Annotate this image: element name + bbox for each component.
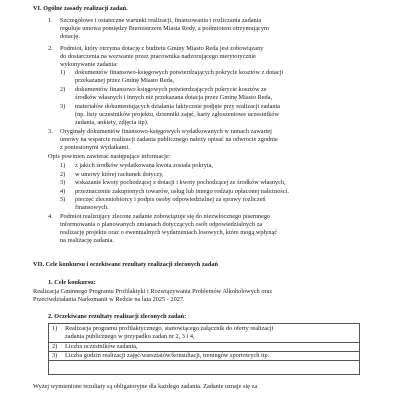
text-line: z poniesionymi wydatkami. xyxy=(60,144,130,152)
subitem-number: 1) xyxy=(60,162,66,169)
subitem-number: 5) xyxy=(60,196,66,203)
item-number: 1. xyxy=(48,17,53,24)
results-heading: 2. Oczekiwane rezultaty realizacji zleconych zadań: xyxy=(48,313,187,320)
text-line: na realizację zadania. xyxy=(60,237,115,245)
text-line: Podmiot realizujący zlecone zadanie zobowiązuje się do niezwłocznego pisemnego xyxy=(60,213,271,220)
subitem-text xyxy=(75,69,367,85)
text-line: środków własnych i innych niż przekazana dotacja przez Gminę Miasto Reda, xyxy=(75,94,273,102)
text-line: reguluje umowa pomiędzy Burmistrzem Miasta Redy, a podmiotem otrzymującym xyxy=(60,25,269,33)
text-line: realizację projektu oraz o ewentualnych wydarzeniach losowych, które mogą wpłynąć xyxy=(60,229,278,237)
text-line: finansowych. xyxy=(75,204,109,212)
item-2-text xyxy=(60,45,367,69)
goals-heading: 1. Cele konkursu: xyxy=(48,279,96,286)
item-number: 3. xyxy=(48,128,53,135)
table-row-number: 3) xyxy=(52,352,58,359)
item-3-text xyxy=(60,128,367,152)
text-line: materiałów dokumentujących działania faktycznie podjęte przy realizacji zadania xyxy=(75,103,281,110)
item-1-text xyxy=(60,17,367,41)
section-7-heading: VII. Cele konkursu i oczekiwane rezultaty realizacji zleconych zadań xyxy=(33,261,218,268)
item-number: 4. xyxy=(48,213,53,220)
subitem-number: 3) xyxy=(60,103,66,110)
item-number: 2. xyxy=(48,45,53,52)
table-row-text: Liczba uczestników zadania, xyxy=(65,343,138,350)
subitem-number: 4) xyxy=(60,188,66,195)
text-line: dokumentów finansowo księgowych potwierdzających pokrycie kosztów ze xyxy=(75,86,267,93)
text-line: umowy na wsparcie realizacji zadania publicznego należy opisać na odwrocie zgodnie xyxy=(60,136,278,144)
text-line: wykonywanie zadania: xyxy=(60,61,118,69)
table-row-text xyxy=(65,325,273,341)
table-row-divider xyxy=(49,360,359,361)
subitem-number: 3) xyxy=(60,179,66,186)
goals-text xyxy=(33,288,373,304)
table-row-number: 1) xyxy=(52,325,58,332)
subitem-text: z jakich środków wydatkowana kwota została pokryta, xyxy=(75,162,213,169)
text-line: zadania, ankiety, zdjęcia itp). xyxy=(75,119,149,127)
subitem-text xyxy=(75,103,367,127)
results-table xyxy=(48,323,360,375)
subitem-text xyxy=(75,86,367,102)
item-4-text xyxy=(60,213,367,245)
subitem-text xyxy=(75,196,367,212)
subitem-number: 2) xyxy=(60,171,66,178)
text-line: do dostarczenia na wezwanie przez pracownika nadzorującego merytorycznie xyxy=(60,53,256,61)
footer-paragraph: Wyżej wymienione rezultaty są obligatoryjne dla każdego zadania. Zadanie uznaje się za xyxy=(33,383,258,390)
item-3-intro: Opis powinien zawierać następujące informacje: xyxy=(48,153,171,160)
text-line: Szczegółowe i ostateczne warunki realizacji, finansowania i rozliczania zadania xyxy=(60,17,262,24)
text-line: Realizacja programu profilaktycznego, stanowiącego załącznik do oferty realizacji xyxy=(65,325,274,332)
text-line: informowania o planowanych zmianach dotyczących osób odpowiedzialnych za xyxy=(60,221,263,229)
text-line: Przeciwdziałania Narkomanii w Redzie na lata 2025 - 2027. xyxy=(33,296,185,304)
text-line: Oryginały dokumentów finansowo-księgowych wydatkowanych w ramach zawartej xyxy=(60,128,272,135)
text-line: Podmiot, który otrzyma dotację z budżetu Gminy Miasto Reda jest zobowiązany xyxy=(60,45,264,52)
text-line: przekazanej przez Gminę Miasto Reda, xyxy=(75,77,175,85)
text-line: pieczęć zleceniobiorcy i podpis osoby odpowiedzialnej za sprawy rozliczeń xyxy=(75,196,266,203)
text-line: dokumentów finansowo-księgowych potwierdzających pokrycie kosztów z dotacji xyxy=(75,69,284,76)
text-line: zadania publicznego w przypadku zadań nr 2, 3 i 4, xyxy=(65,333,195,341)
section-6-heading: VI. Ogólne zasady realizacji zadań. xyxy=(33,5,128,12)
text-line: Realizacja Gminnego Programu Profilaktyki i Rozwiązywania Problemów Alkoholowych oraz xyxy=(33,288,273,295)
subitem-number: 2) xyxy=(60,86,66,93)
subitem-text: wskazanie kwoty pochodzącej z dotacji i kwoty pochodzącej ze środków własnych, xyxy=(75,179,286,186)
table-row-number: 2) xyxy=(52,343,58,350)
table-row-text: Liczba godzin realizacji zajęć/warsztatów/konsultacji, treningów sportowych itp. xyxy=(65,352,270,359)
subitem-text: przeznaczenie zakupionych towarów, usług lub innego rodzaju opłaconej należności. xyxy=(75,188,289,195)
text-line: (np. listy uczestników projektu, dzienniki zajęć, karty zgłoszeniowe uczestników xyxy=(75,111,280,119)
text-line: dotację. xyxy=(60,33,80,41)
subitem-text: w umowy której rachunek dotyczy, xyxy=(75,171,164,178)
subitem-number: 1) xyxy=(60,69,66,76)
